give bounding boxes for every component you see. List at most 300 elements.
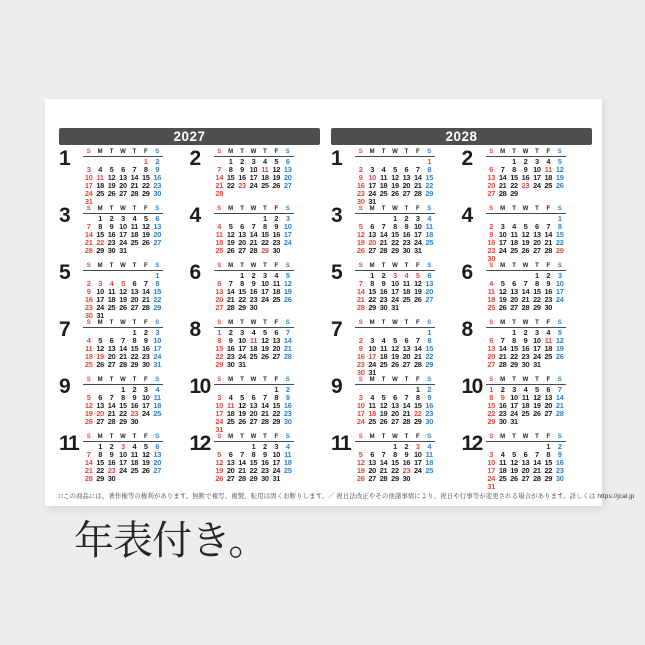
date-cell: 3	[500, 222, 505, 232]
date-cell: 11	[379, 173, 388, 183]
month-grid	[355, 206, 435, 255]
date-cell: 15	[425, 173, 434, 183]
date-cell: 26	[238, 417, 246, 427]
date-cell: 2	[228, 328, 233, 337]
date-cell: 29	[130, 360, 139, 370]
weekday-header	[83, 263, 163, 271]
date-cell: 10	[215, 401, 224, 411]
date-cell: 23	[521, 181, 530, 191]
date-cell: 24	[119, 238, 127, 248]
date-cell: 16	[226, 344, 235, 354]
date-cell: 25	[402, 295, 411, 305]
date-cell: 3	[121, 442, 125, 451]
date-cell: 16	[356, 181, 365, 191]
weekday-label: F	[274, 149, 279, 155]
date-cell: 21	[84, 238, 93, 248]
date-cell: 10	[487, 458, 496, 468]
weekday-label: F	[274, 320, 279, 326]
date-cell: 29	[96, 246, 104, 256]
weekday-label: T	[381, 149, 386, 155]
date-cell: 29	[272, 417, 281, 427]
date-cell	[282, 304, 293, 312]
date-cell: 25	[226, 417, 235, 427]
week-row	[486, 418, 566, 426]
date-cell: 25	[487, 303, 496, 313]
month-block	[59, 263, 190, 320]
date-cell: 28	[84, 474, 93, 484]
week-row	[486, 304, 566, 312]
month-block	[59, 320, 190, 377]
date-cell: 13	[130, 287, 139, 297]
date-cell: 20	[130, 295, 139, 305]
date-cell: 11	[425, 450, 433, 460]
date-cell: 9	[251, 279, 256, 289]
date-cell: 17	[533, 344, 541, 354]
date-cell: 12	[510, 458, 518, 468]
date-cell: 1	[427, 157, 432, 166]
date-cell: 8	[240, 279, 244, 289]
date-cell: 1	[98, 214, 103, 223]
weekday-label: T	[109, 149, 114, 155]
date-cell: 3	[415, 214, 420, 223]
date-cell: 21	[261, 409, 269, 419]
date-cell: 19	[510, 466, 518, 476]
date-cell: 10	[368, 344, 376, 354]
date-cell: 3	[155, 328, 160, 337]
date-cell: 9	[523, 336, 528, 346]
date-cell: 10	[533, 165, 541, 175]
date-cell: 21	[215, 181, 224, 191]
date-cell	[282, 361, 293, 369]
date-cell: 26	[261, 352, 269, 362]
date-cell: 27	[238, 246, 246, 256]
date-cell: 4	[427, 214, 432, 223]
date-cell: 24	[261, 295, 269, 305]
date-cell: 9	[228, 336, 233, 346]
date-cell: 17	[487, 466, 496, 476]
date-cell: 25	[249, 352, 258, 362]
month-grid	[486, 377, 566, 426]
date-cell: 13	[391, 401, 399, 411]
date-cell: 27	[402, 360, 411, 370]
date-cell	[412, 304, 423, 312]
weekday-label: M	[228, 149, 234, 155]
date-cell: 28	[238, 474, 246, 484]
date-cell: 27	[107, 360, 116, 370]
date-cell: 21	[544, 238, 553, 248]
date-cell: 15	[414, 401, 422, 411]
date-cell: 5	[415, 271, 420, 280]
date-cell: 19	[414, 287, 422, 297]
weekday-label: T	[240, 206, 244, 212]
date-cell: 30	[356, 368, 365, 378]
date-cell: 12	[555, 165, 564, 175]
weekday-label: T	[512, 149, 516, 155]
date-cell: 15	[249, 458, 258, 468]
date-cell: 24	[368, 360, 376, 370]
date-cell: 8	[251, 450, 256, 460]
date-cell: 14	[379, 458, 388, 468]
date-cell: 4	[404, 271, 409, 280]
date-cell: 18	[521, 401, 530, 411]
date-cell: 27	[544, 409, 553, 419]
date-cell: 3	[512, 385, 516, 394]
date-cell: 31	[414, 246, 422, 256]
date-cell: 26	[226, 246, 235, 256]
month-block	[462, 320, 593, 377]
date-cell: 10	[356, 401, 365, 411]
date-cell: 19	[391, 181, 399, 191]
date-cell: 13	[107, 344, 116, 354]
month-grid	[83, 320, 163, 369]
date-cell: 3	[393, 271, 397, 280]
date-cell: 8	[534, 279, 539, 289]
weekday-label: S	[217, 377, 222, 383]
weekday-label: S	[358, 434, 363, 440]
date-cell: 11	[284, 450, 292, 460]
date-cell: 16	[402, 230, 411, 240]
weekday-label: F	[415, 434, 420, 440]
weekday-label: S	[86, 434, 91, 440]
date-cell: 19	[379, 409, 388, 419]
date-cell: 11	[510, 230, 518, 240]
week-row	[486, 190, 566, 198]
date-cell: 4	[228, 393, 233, 403]
date-cell	[140, 475, 151, 483]
date-cell: 26	[96, 360, 104, 370]
date-cell: 19	[555, 344, 564, 354]
date-cell: 28	[498, 189, 507, 199]
weekday-label: F	[274, 263, 279, 269]
weekday-label: T	[512, 320, 516, 326]
week-row	[486, 361, 566, 369]
date-cell: 1	[557, 214, 562, 223]
calendar-panel-right	[331, 128, 592, 491]
date-cell: 9	[404, 222, 409, 232]
date-cell: 11	[487, 287, 495, 297]
date-cell: 10	[238, 336, 246, 346]
date-cell: 24	[533, 352, 541, 362]
date-cell: 4	[546, 328, 551, 337]
date-cell	[554, 361, 565, 369]
month-block	[190, 149, 321, 206]
date-cell: 20	[368, 466, 376, 476]
date-cell: 4	[500, 450, 505, 460]
date-cell: 27	[521, 474, 530, 484]
date-cell: 11	[402, 279, 410, 289]
date-cell: 21	[414, 181, 422, 191]
weekday-header	[83, 377, 163, 385]
month-number: 7	[331, 318, 342, 341]
date-cell: 23	[283, 409, 292, 419]
date-cell: 26	[555, 181, 564, 191]
date-cell: 23	[107, 466, 116, 476]
weekday-label: M	[500, 149, 506, 155]
weekday-label: T	[240, 320, 244, 326]
date-cell: 13	[153, 450, 162, 460]
date-cell: 3	[358, 393, 363, 403]
month-block	[462, 206, 593, 263]
date-cell: 30	[555, 474, 564, 484]
weekday-label: F	[274, 377, 279, 383]
date-cell: 1	[155, 271, 160, 280]
date-cell: 20	[487, 352, 496, 362]
date-cell	[424, 475, 435, 483]
date-cell: 22	[238, 295, 246, 305]
date-cell: 11	[261, 165, 269, 175]
weekday-label: M	[228, 206, 234, 212]
date-cell: 9	[358, 173, 363, 183]
date-cell: 7	[415, 165, 420, 175]
date-cell: 1	[415, 385, 420, 394]
date-cell: 4	[86, 336, 91, 346]
weekday-label: W	[120, 434, 126, 440]
date-cell: 22	[249, 466, 258, 476]
weekday-label: S	[358, 377, 363, 383]
date-cell: 12	[356, 230, 365, 240]
date-cell: 27	[249, 417, 258, 427]
date-cell: 21	[555, 401, 564, 411]
month-block	[331, 206, 462, 263]
date-cell: 29	[510, 360, 518, 370]
date-cell: 16	[238, 173, 246, 183]
date-cell: 10	[414, 450, 422, 460]
weekday-label: W	[250, 149, 257, 155]
date-cell: 2	[262, 442, 267, 451]
date-cell: 15	[533, 287, 541, 297]
weekday-header	[83, 434, 163, 442]
weekday-label: T	[381, 320, 386, 326]
date-cell: 28	[521, 303, 530, 313]
copyright-disclaimer: □この商品には、著作権等の権利があります。無断で複写、複製、転用は固くお断りします。／ 祝日法改正やその他諸事情により、祝日や行事等が変更される場合があります。詳しくは https://jcal.jp	[59, 493, 635, 500]
date-cell: 22	[130, 352, 139, 362]
date-cell: 18	[368, 409, 376, 419]
date-cell: 6	[370, 450, 375, 460]
date-cell	[259, 361, 270, 369]
weekday-label: M	[228, 377, 234, 383]
month-block	[331, 434, 462, 491]
date-cell: 26	[107, 189, 116, 199]
weekday-label: S	[285, 206, 290, 212]
date-cell: 27	[533, 246, 541, 256]
date-cell: 21	[379, 238, 388, 248]
date-cell: 24	[215, 417, 224, 427]
date-cell: 25	[379, 189, 388, 199]
date-cell: 1	[262, 214, 267, 223]
weekday-label: M	[500, 434, 506, 440]
date-cell: 12	[521, 230, 530, 240]
date-cell: 19	[96, 352, 104, 362]
date-cell: 25	[379, 360, 388, 370]
date-cell: 20	[391, 409, 399, 419]
date-cell: 22	[96, 238, 104, 248]
date-cell: 7	[500, 336, 505, 346]
date-cell: 24	[414, 238, 422, 248]
weekday-label: T	[404, 377, 409, 383]
date-cell: 21	[498, 352, 507, 362]
date-cell	[225, 190, 236, 198]
date-cell: 18	[130, 230, 139, 240]
weekday-label: W	[250, 206, 257, 212]
weekday-label: M	[97, 377, 103, 383]
date-cell: 12	[356, 458, 365, 468]
weekday-label: W	[250, 263, 257, 269]
date-cell: 13	[402, 173, 411, 183]
date-cell: 18	[510, 238, 518, 248]
date-cell: 2	[155, 157, 160, 166]
date-cell: 14	[249, 230, 258, 240]
date-cell: 13	[368, 458, 376, 468]
date-cell: 29	[425, 189, 434, 199]
date-cell: 12	[96, 344, 104, 354]
weekday-label: W	[522, 206, 529, 212]
date-cell: 29	[153, 303, 162, 313]
date-cell: 14	[130, 173, 139, 183]
date-cell: 8	[262, 222, 267, 232]
date-cell: 23	[261, 466, 269, 476]
date-cell: 17	[368, 181, 376, 191]
weekday-label: T	[535, 434, 539, 440]
weekday-label: T	[263, 206, 267, 212]
month-number: 8	[461, 318, 472, 341]
date-cell: 10	[510, 393, 518, 403]
date-cell: 15	[261, 230, 269, 240]
date-cell: 5	[534, 385, 539, 394]
date-cell: 27	[226, 474, 235, 484]
week-row	[214, 353, 294, 361]
date-cell: 13	[238, 230, 246, 240]
date-cell: 3	[370, 165, 375, 175]
month-grid	[486, 320, 566, 369]
date-cell: 27	[487, 360, 496, 370]
date-cell: 3	[251, 157, 256, 166]
date-cell	[129, 475, 140, 483]
date-cell: 17	[555, 287, 564, 297]
date-cell: 2	[546, 271, 551, 280]
date-cell: 24	[510, 409, 518, 419]
date-cell: 21	[84, 466, 93, 476]
week-row	[355, 361, 435, 369]
month-number: 12	[461, 432, 482, 455]
date-cell: 22	[487, 409, 496, 419]
date-cell: 6	[251, 393, 256, 403]
weekday-label: T	[109, 377, 114, 383]
date-cell: 29	[425, 360, 434, 370]
weekday-label: F	[143, 434, 148, 440]
weekday-label: S	[489, 149, 494, 155]
date-cell: 29	[391, 474, 399, 484]
date-cell: 30	[521, 360, 530, 370]
date-cell: 6	[155, 214, 160, 223]
date-cell: 29	[238, 303, 246, 313]
date-cell: 13	[215, 287, 224, 297]
date-cell: 20	[226, 466, 235, 476]
weekday-label: F	[143, 377, 148, 383]
date-cell: 17	[119, 458, 127, 468]
date-cell: 5	[274, 157, 279, 166]
weekday-label: S	[86, 377, 91, 383]
date-cell: 19	[356, 466, 365, 476]
date-cell: 19	[521, 238, 530, 248]
date-cell: 22	[425, 181, 434, 191]
date-cell: 4	[132, 214, 137, 223]
date-cell: 13	[96, 401, 104, 411]
date-cell	[412, 475, 423, 483]
date-cell: 30	[107, 474, 116, 484]
weekday-label: T	[132, 149, 137, 155]
date-cell: 18	[249, 344, 258, 354]
date-cell: 6	[523, 450, 528, 460]
date-cell: 12	[283, 279, 292, 289]
date-cell: 16	[283, 401, 292, 411]
weekday-label: T	[512, 434, 516, 440]
date-cell: 7	[121, 336, 125, 346]
weekday-label: F	[143, 263, 148, 269]
date-cell: 3	[285, 214, 290, 223]
date-cell: 25	[261, 181, 269, 191]
weekday-label: S	[557, 377, 562, 383]
date-cell: 16	[142, 344, 150, 354]
date-cell: 15	[142, 173, 150, 183]
date-cell: 28	[142, 303, 150, 313]
month-grid	[355, 377, 435, 426]
date-cell: 29	[544, 474, 553, 484]
date-cell: 3	[274, 442, 279, 451]
date-cell: 30	[425, 417, 434, 427]
month-grid	[83, 149, 163, 207]
date-cell: 30	[356, 197, 365, 207]
date-cell: 30	[84, 311, 93, 321]
date-cell: 18	[107, 295, 116, 305]
date-cell: 11	[96, 173, 104, 183]
date-cell	[236, 190, 247, 198]
weekday-header	[486, 263, 566, 271]
weekday-label: T	[240, 377, 244, 383]
date-cell: 19	[533, 401, 541, 411]
date-cell: 5	[500, 279, 505, 289]
date-cell: 10	[261, 279, 269, 289]
date-cell: 28	[215, 189, 224, 199]
date-cell	[520, 418, 531, 426]
date-cell: 17	[96, 295, 104, 305]
date-cell: 28	[379, 246, 388, 256]
date-cell: 29	[391, 246, 399, 256]
date-cell	[152, 418, 163, 426]
date-cell: 16	[555, 458, 564, 468]
date-cell: 22	[510, 352, 518, 362]
weekday-label: S	[427, 434, 432, 440]
date-cell: 25	[107, 303, 116, 313]
month-grid	[355, 263, 435, 312]
date-cell: 10	[119, 222, 127, 232]
date-cell: 11	[425, 222, 433, 232]
date-cell: 13	[272, 336, 281, 346]
date-cell: 9	[109, 450, 114, 460]
weekday-header	[214, 263, 294, 271]
date-cell: 17	[249, 173, 258, 183]
weekday-label: T	[132, 263, 137, 269]
weekday-label: F	[546, 320, 551, 326]
date-cell: 25	[272, 295, 281, 305]
weekday-label: W	[522, 434, 529, 440]
date-cell: 21	[498, 181, 507, 191]
date-cell: 9	[358, 344, 363, 354]
date-cell: 22	[533, 295, 541, 305]
weekday-header	[214, 320, 294, 328]
date-cell: 23	[555, 466, 564, 476]
date-cell: 11	[153, 393, 161, 403]
date-cell: 11	[249, 336, 258, 346]
